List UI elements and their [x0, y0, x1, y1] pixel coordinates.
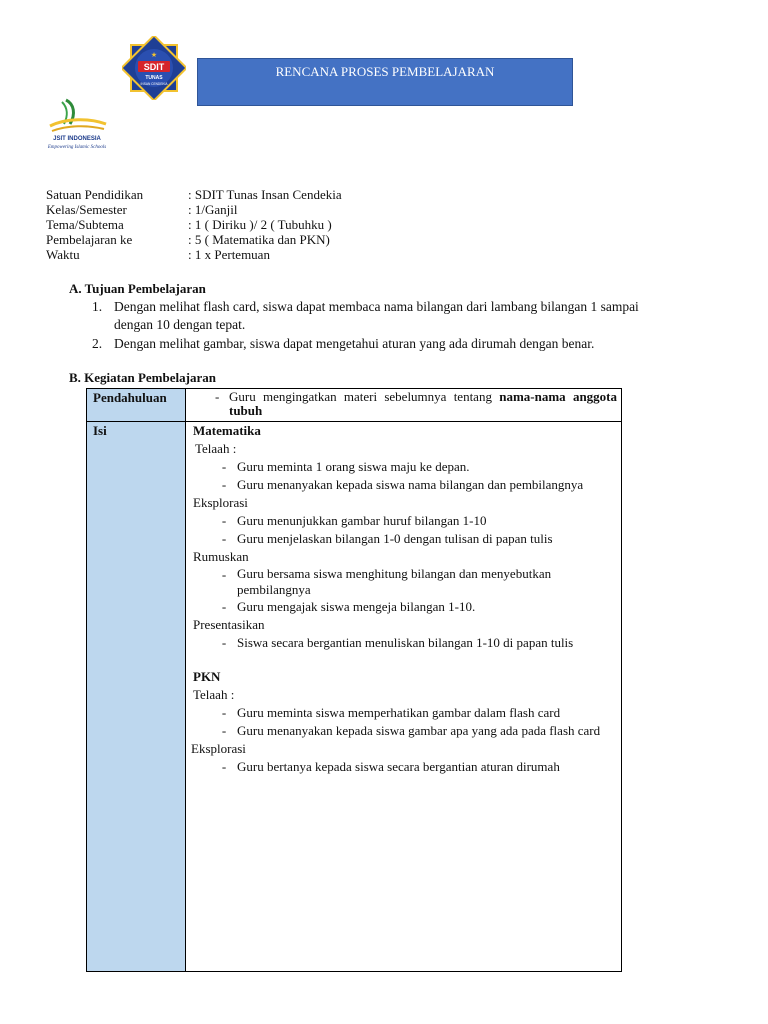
activity-label-column [87, 389, 186, 971]
list-item [193, 704, 617, 722]
bullet-dash: - [221, 599, 227, 614]
isi-label: Isi [93, 423, 107, 438]
sdit-tunas-logo [122, 36, 186, 100]
jsit-logo-tagline: Empowering Islamic Schools [47, 145, 107, 150]
svg-text:★: ★ [150, 51, 158, 59]
info-key: Pembelajaran ke [46, 232, 133, 247]
bullet-dash: - [221, 459, 227, 474]
eksplorasi-heading: Eksplorasi [193, 495, 248, 510]
info-row [46, 202, 342, 217]
list-item [193, 566, 617, 598]
document-title: RENCANA PROSES PEMBELAJARAN [275, 64, 495, 79]
svg-text:SDIT: SDIT [143, 62, 165, 72]
info-value: : 1/Ganjil [188, 202, 238, 217]
pkn-heading: PKN [193, 669, 221, 684]
objective-text: Dengan melihat flash card, siswa dapat membaca nama bilangan dari lambang bilangan 1 sampai dengan 10 dengan tepat. [114, 299, 639, 332]
svg-text:TUNAS: TUNAS [145, 75, 163, 81]
bullet-dash: - [221, 723, 227, 738]
presentasikan-heading: Presentasikan [193, 617, 265, 632]
list-item [193, 458, 617, 476]
info-row [46, 232, 342, 247]
pendahuluan-text: Guru mengingatkan materi sebelumnya tentang [229, 389, 492, 404]
svg-text:INSAN CENDEKIA: INSAN CENDEKIA [140, 82, 168, 86]
list-item-text: Guru bertanya kepada siswa secara bergantian aturan dirumah [237, 759, 560, 774]
pendahuluan-label: Pendahuluan [93, 390, 167, 405]
list-item [193, 530, 617, 548]
section-b-heading: B. Kegiatan Pembelajaran [69, 370, 216, 385]
list-item-text: Guru meminta 1 orang siswa maju ke depan. [237, 459, 470, 474]
info-value: : 1 ( Diriku )/ 2 ( Tubuhku ) [188, 217, 332, 232]
identity-info [46, 187, 342, 262]
list-item-text: Guru menunjukkan gambar huruf bilangan 1-10 [237, 513, 487, 528]
bullet-dash: - [221, 759, 227, 774]
telaah-heading: Telaah : [195, 441, 237, 456]
matematika-heading: Matematika [193, 423, 261, 438]
objectives-list [92, 298, 674, 354]
rumuskan-heading: Rumuskan [193, 549, 249, 564]
info-key: Tema/Subtema [46, 217, 124, 232]
bullet-dash: - [215, 389, 220, 404]
isi-content [193, 422, 617, 776]
list-item-text: Siswa secara bergantian menuliskan bilangan 1-10 di papan tulis [237, 635, 574, 650]
pendahuluan-text-wrap [229, 390, 617, 418]
list-item [193, 758, 617, 776]
bullet-dash: - [221, 705, 227, 720]
info-key: Kelas/Semester [46, 202, 127, 217]
info-key: Satuan Pendidikan [46, 187, 144, 202]
jsit-indonesia-logo [44, 96, 110, 158]
jsit-logo-name: JSIT INDONESIA [53, 136, 101, 142]
objective-number: 1. [92, 299, 103, 314]
eksplorasi-heading: Eksplorasi [191, 741, 246, 756]
bullet-dash: - [221, 567, 227, 582]
info-value: : SDIT Tunas Insan Cendekia [188, 187, 342, 202]
list-item-text: Guru menanyakan kepada siswa gambar apa yang ada pada flash card [237, 723, 601, 738]
objective-item [92, 298, 674, 334]
bullet-dash: - [221, 531, 227, 546]
info-row [46, 217, 342, 232]
bullet-dash: - [221, 477, 227, 492]
list-item-text: Guru menanyakan kepada siswa nama bilangan dan pembilangnya [237, 477, 584, 492]
info-row [46, 247, 342, 262]
info-value: : 5 ( Matematika dan PKN) [188, 232, 330, 247]
list-item-text: Guru meminta siswa memperhatikan gambar dalam flash card [237, 705, 561, 720]
list-item-text: Guru mengajak siswa mengeja bilangan 1-10. [237, 599, 476, 614]
list-item-text: Guru bersama siswa menghitung bilangan dan menyebutkan pembilangnya [237, 566, 552, 597]
list-item [193, 512, 617, 530]
objective-text: Dengan melihat gambar, siswa dapat mengetahui aturan yang ada dirumah dengan benar. [114, 336, 595, 351]
objective-number: 2. [92, 336, 103, 351]
document-title-box [197, 58, 573, 106]
objective-item [92, 335, 674, 353]
pendahuluan-content [193, 390, 617, 418]
list-item [193, 476, 617, 494]
list-item-text: Guru menjelaskan bilangan 1-0 dengan tulisan di papan tulis [237, 531, 553, 546]
telaah-heading: Telaah : [193, 687, 235, 702]
activities-table [86, 388, 622, 972]
info-key: Waktu [46, 247, 80, 262]
list-item [193, 722, 617, 740]
info-value: : 1 x Pertemuan [188, 247, 270, 262]
list-item [193, 598, 617, 616]
list-item [193, 634, 617, 652]
section-a-heading: A. Tujuan Pembelajaran [69, 281, 206, 296]
bullet-dash: - [221, 513, 227, 528]
pendahuluan-bold: nama-nama anggota tubuh [229, 389, 617, 418]
bullet-dash: - [221, 635, 227, 650]
info-row [46, 187, 342, 202]
